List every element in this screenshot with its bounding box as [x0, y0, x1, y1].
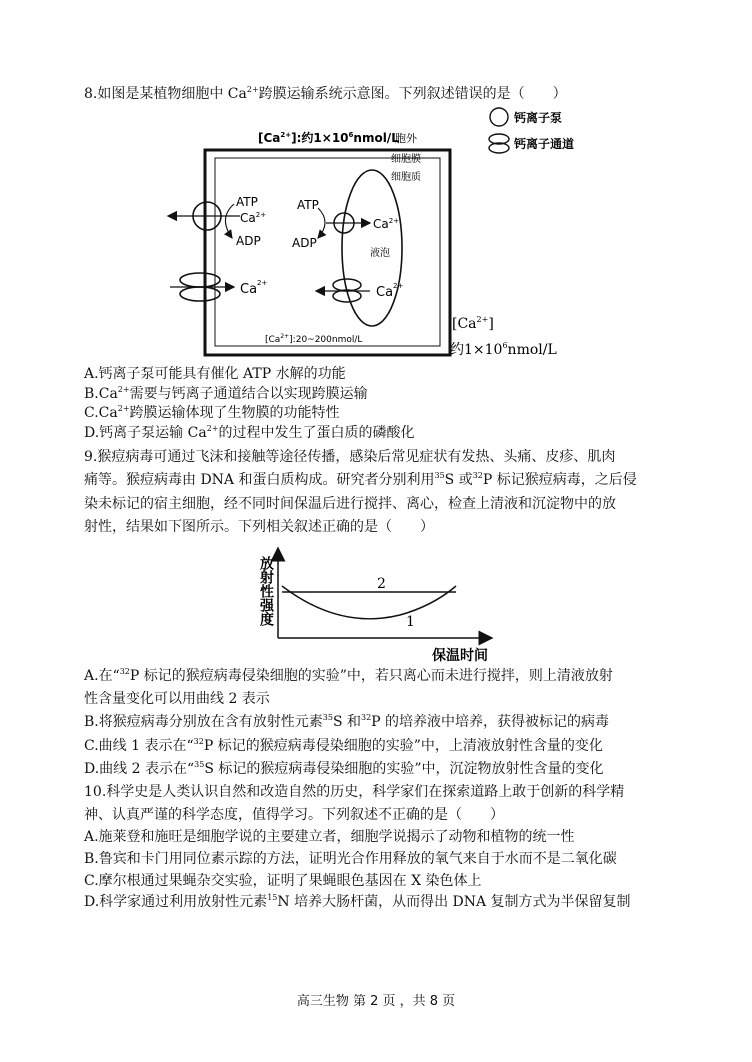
q10-option-d: D.科学家通过利用放射性元素$^{15}$N 培养大肠杆菌，从而得出 DNA 复制方式为半保留复制 — [84, 893, 631, 910]
q8-pm-channel-ca: $Ca^{2+}$ — [240, 279, 268, 297]
q9-option-c: C.曲线 1 表示在“$^{32}$P 标记的猴痘病毒侵染细胞的实验”中，上清液放射性含量的变化 — [84, 737, 603, 754]
q8-vac-atp: ATP — [297, 198, 319, 212]
q8-pm-adp: ADP — [236, 234, 261, 248]
q9-graph-ylabel: 放射性强度 — [258, 556, 274, 626]
q9-stem-2: 痛等。猴痘病毒由 DNA 和蛋白质构成。研究者分别利用$^{35}$S 或$^{32}$P 标记猴痘病毒，之后侵 — [84, 471, 637, 488]
q8-cell-out-label: 胞外 — [395, 132, 417, 145]
q9-stem-3: 染未标记的宿主细胞，经不同时间保温后进行搅拌、离心，检查上清液和沉淀物中的放 — [84, 496, 616, 512]
q8-out-conc: $[Ca^{2+}]$:约$1\times 10^6nmol/L$ — [258, 131, 399, 145]
q9-option-a-2: 性含量变化可以用曲线 2 表示 — [84, 691, 270, 707]
q10-stem-1: 10.科学史是人类认识自然和改造自然的历史，科学家们在探索道路上敢于创新的科学精 — [84, 784, 625, 800]
q8-option-a: A.钙离子泵可能具有催化 ATP 水解的功能 — [84, 366, 346, 382]
q10-option-c: C.摩尔根通过果蝇杂交实验，证明了果蝇眼色基因在 X 染色体上 — [84, 873, 482, 889]
q9-curve-2-label: 2 — [377, 576, 386, 592]
q8-vac-conc-2: 约$1\times 10^6nmol/L$ — [450, 341, 557, 358]
q8-stem-sup: 2+ — [246, 85, 259, 94]
q8-pm-atp-arrow — [225, 204, 234, 238]
q8-in-conc: $[Ca^{2+}]:20\sim 200nmol/L$ — [265, 333, 363, 345]
q9-stem-1: 9.猴痘病毒可通过飞沫和接触等途径传播，感染后常见症状有发热、头痛、皮疹、肌肉 — [84, 449, 616, 465]
q8-cytoplasm-label: 细胞质 — [391, 172, 421, 183]
q8-legend-channel: 钙离子通道 — [514, 137, 575, 151]
q8-pm-channel-icon — [180, 273, 220, 287]
q9-option-d: D.曲线 2 表示在“$^{35}$S 标记的猴痘病毒侵染细胞的实验”中，沉淀物放射性含量的变化 — [84, 760, 604, 777]
q8-vac-conc-1: $[Ca^{2+}]$ — [452, 315, 494, 332]
q8-cytoplasm-border — [215, 158, 440, 346]
page-footer: 高三生物 第 2 页 ，共 8 页 — [296, 994, 456, 1009]
q8-stem-text-2: 跨膜运输系统示意图。下列叙述错误的是（ ） — [258, 86, 567, 102]
q8-vac-channel-ca: $Ca^{2+}$ — [376, 282, 404, 300]
q10-option-a: A.施莱登和施旺是细胞学说的主要建立者，细胞学说揭示了动物和植物的统一性 — [84, 829, 575, 845]
q10-stem-2: 神、认真严谨的科学态度，值得学习。下列叙述不正确的是（ ） — [84, 807, 504, 823]
q8-option-d: D.钙离子泵运输 $Ca^{2+}$的过程中发生了蛋白质的磷酸化 — [84, 424, 415, 441]
q8-pm-atp: ATP — [236, 195, 258, 209]
q8-vac-ca: $Ca^{2+}$ — [373, 217, 400, 231]
q8-stem-text: 8.如图是某植物细胞中 Ca — [84, 86, 247, 102]
q8-pm-ca: $Ca^{2+}$ — [240, 211, 267, 225]
q9-graph-xlabel: 保温时间 — [432, 648, 488, 664]
q8-vac-atp-arrow — [318, 208, 325, 238]
q8-vac-adp: ADP — [292, 236, 317, 250]
q9-curve-1-label: 1 — [406, 614, 415, 630]
q9-graph — [0, 540, 752, 670]
q8-membrane-label: 细胞膜 — [391, 154, 421, 165]
q9-curve-1 — [282, 586, 456, 619]
q8-option-b: $B.Ca^{2+}$需要与钙离子通道结合以实现跨膜运输 — [84, 385, 368, 402]
q8-legend-pump: 钙离子泵 — [514, 111, 563, 125]
q8-option-c: $C.Ca^{2+}$跨膜运输体现了生物膜的功能特性 — [84, 404, 340, 421]
q9-stem-4: 射性，结果如下图所示。下列相关叙述正确的是（ ） — [84, 519, 434, 535]
q8-vacuole-label: 液泡 — [370, 248, 390, 259]
q9-option-a-1: A.在“$^{32}$P 标记的猴痘病毒侵染细胞的实验”中，若只离心而未进行搅拌，则上清液放射 — [84, 667, 613, 684]
q10-option-b: B.鲁宾和卡门用同位素示踪的方法，证明光合作用释放的氧气来自于水而不是二氧化碳 — [84, 851, 617, 867]
q8-diagram — [0, 100, 752, 400]
q8-legend-pump-icon — [490, 108, 508, 126]
q8-pm-channel-icon-b — [180, 287, 220, 301]
q9-option-b: B.将猴痘病毒分别放在含有放射性元素$^{35}$S 和$^{32}$P 的培养液中培养，获得被标记的病毒 — [84, 713, 610, 730]
q8-legend — [489, 108, 574, 153]
